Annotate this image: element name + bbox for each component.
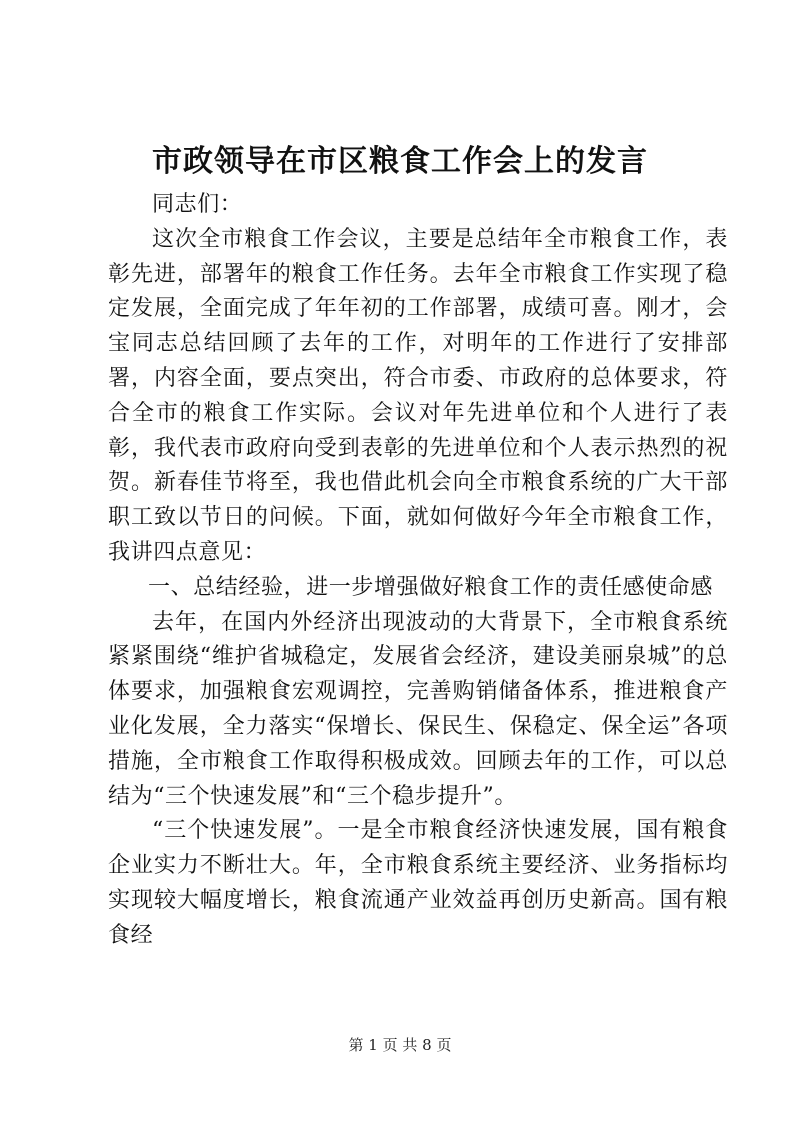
document-body	[108, 188, 728, 954]
document-title: 市政领导在市区粮食工作会上的发言	[152, 144, 648, 179]
paragraph-1: 这次全市粮食工作会议，主要是总结年全市粮食工作，表彰先进，部署年的粮食工作任务。去年全市粮食工作实现了稳定发展，全面完成了年年初的工作部署，成绩可喜。刚才，会宝同志总结回顾了去年的工作，对明年的工作进行了安排部署，内容全面，要点突出，符合市委、市政府的总体要求，符合全市的粮食工作实际。会议对年先进单位和个人进行了表彰，我代表市政府向受到表彰的先进单位和个人表示热烈的祝贺。新春佳节将至，我也借此机会向全市粮食系统的广大干部职工致以节日的问候。下面，就如何做好今年全市粮食工作，我讲四点意见：	[108, 226, 728, 565]
page-number: 第 1 页 共 8 页	[348, 1036, 452, 1054]
greeting: 同志们：	[152, 192, 243, 217]
paragraph-2: 去年，在国内外经济出现波动的大背景下，全市粮食系统紧紧围绕“维护省城稳定，发展省会经济，建设美丽泉城”的总体要求，加强粮食宏观调控，完善购销储备体系，推进粮食产业化发展，全力落实“保增长、保民生、保稳定、保全运”各项措施，全市粮食工作取得积极成效。回顾去年的工作，可以总结为“三个快速发展”和“三个稳步提升”。	[108, 609, 728, 809]
paragraph-3: “三个快速发展”。一是全市粮食经济快速发展，国有粮食企业实力不断壮大。年，全市粮食系统主要经济、业务指标均实现较大幅度增长，粮食流通产业效益再创历史新高。国有粮食经	[108, 818, 728, 948]
section-heading-1: 一、总结经验，进一步增强做好粮食工作的责任感使命感	[148, 574, 714, 600]
